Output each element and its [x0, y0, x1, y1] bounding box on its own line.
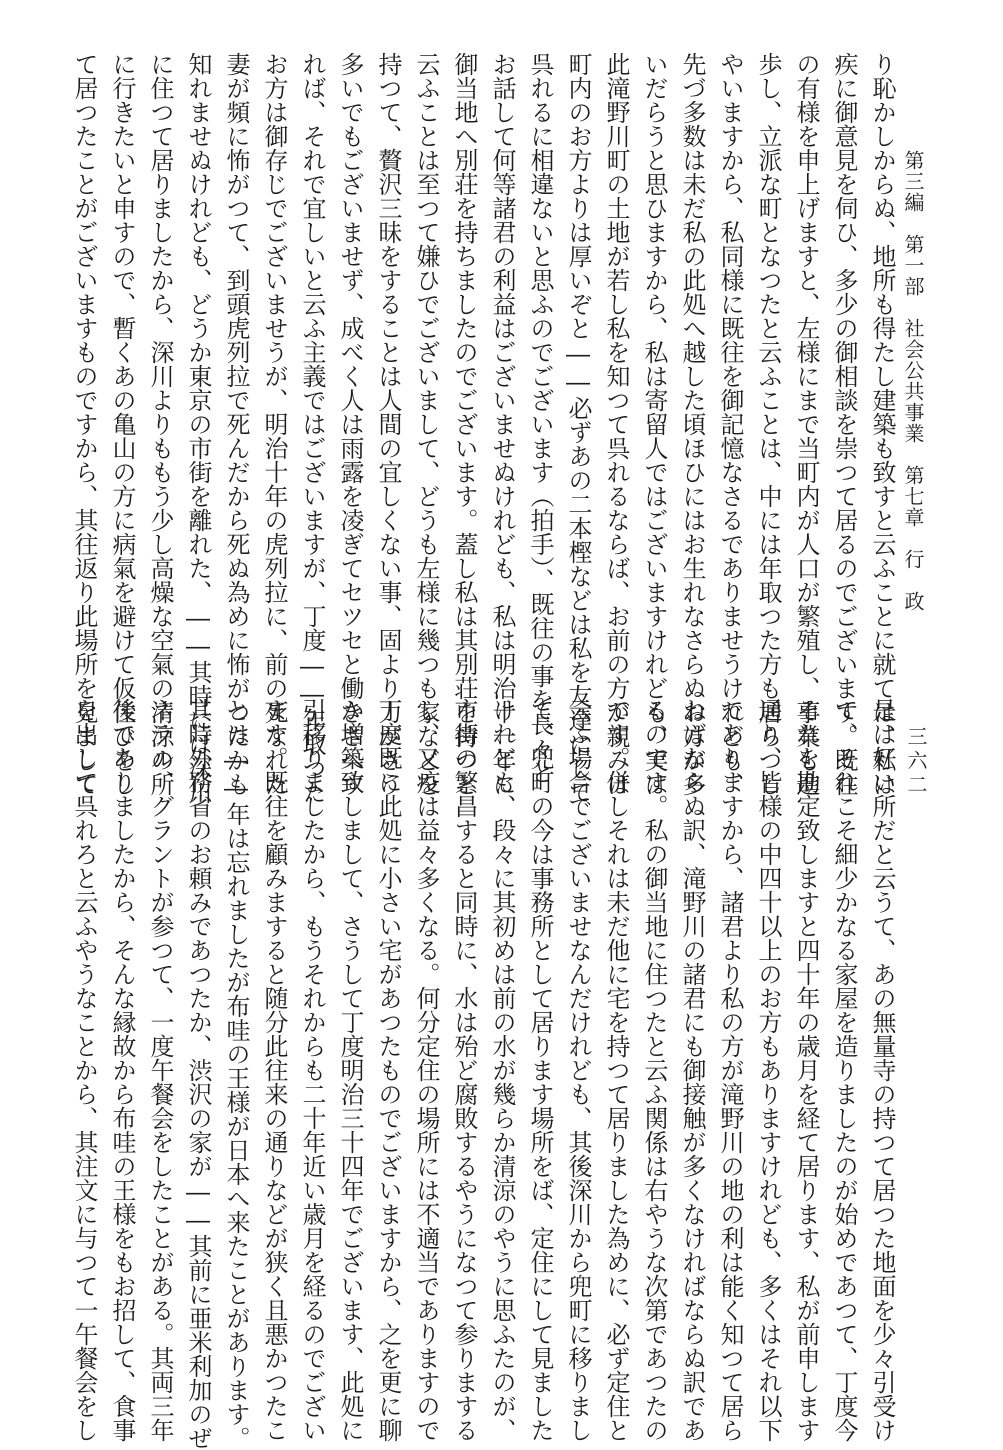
upper-column: れば、それで宜しいと云ふ主義ではございますが、丁度――年取つた	[298, 52, 326, 804]
lower-column: て、それこそ細少かなる家屋を造りましたのが始めであつて、丁度今	[830, 698, 858, 1442]
upper-text-block	[70, 52, 896, 804]
lower-column: それを勘定致しますと四十年の歳月を経て居ります、私が前申します	[792, 698, 820, 1442]
lower-text-block	[70, 698, 896, 1450]
upper-column: 知れませぬけれども、どうか東京の市街を離れた、――其時には深川	[184, 52, 212, 804]
upper-column: 歩し、立派な町となつたと云ふことは、中には年取つた方も居らつし	[754, 52, 782, 796]
upper-column: 妻が頻に怖がつて、到頭虎列拉で死んだから死ぬ為めに怖がつたかも	[222, 52, 250, 796]
upper-column: 御当地へ別荘を持ちましたのでございます。蓋し私は其別荘を持つと	[450, 52, 478, 796]
lower-column: ます。既往を顧みますると随分此往来の通りなどが狭く且悪かつたこ	[260, 698, 288, 1442]
upper-column: の有様を申上げますと、左様にまで当町内が人口が繁殖し、事業も進	[792, 52, 820, 796]
lower-column: るのです。私の御当地に住つたと云ふ関係は右やうな次第であつたの	[640, 698, 668, 1442]
upper-column: やいますから、私同様に既往を御記憶なさるでありませうけれども、	[716, 52, 744, 796]
upper-column: に住つて居りましたから、深川よりももう少し高燥な空氣の清涼の所	[146, 52, 174, 796]
upper-column: 多いでもございませず、成べく人は雨露を凌ぎてセツセと働きさへす	[336, 52, 364, 796]
upper-column: り恥かしからぬ、地所も得たし建築も致すと云ふことに就ては、私は	[868, 52, 896, 796]
upper-column: 町内のお方よりは厚いぞと――必ずあの二本樫などは私を友達にして	[564, 52, 592, 804]
upper-column: お話して何等諸君の利益はございませぬけれども、私は明治十一年に	[488, 52, 516, 796]
lower-column: 通り、皆様の中四十以上のお方もありますけれども、多くはそれ以下	[754, 698, 782, 1442]
lower-column: 後でありましたから、そんな縁故から布哇の王様をもお招して、食事	[108, 698, 136, 1442]
upper-column: 此滝野川町の土地が若し私を知つて呉れるならば、お前の方が親みは	[602, 52, 630, 796]
page-number: 三六二	[904, 726, 928, 798]
lower-column: し、又疫は益々多くなる。何分定住の場所には不適当でありますので	[412, 698, 440, 1442]
lower-column: を出して呉れろと云ふやうなことから、其注文に与つて一午餐会をし	[70, 698, 98, 1442]
lower-column: か増築致しまして、さうして丁度明治三十四年でございます、此処に	[336, 698, 364, 1442]
upper-column: て居つたことがございますものですから、其往返り此場所を見まして	[70, 52, 98, 796]
running-header: 第三編 第一部 社会公共事業 第七章 行 政	[901, 150, 925, 612]
lower-column: て、兜町の今は事務所として居ります場所をば、定住にして見ました	[526, 698, 554, 1442]
lower-column: です。併しそれは未だ他に宅を持つて居りました為めに、必ず定住と	[602, 698, 630, 1442]
lower-column: 其時外務省のお頼みであつたか、渋沢の家が――其前に亜米利加のぜ	[184, 698, 212, 1450]
upper-column: 先づ多数は未だ私の此処へ越した頃ほひにはお生れなさらぬお方が多	[678, 52, 706, 796]
upper-column: お方は御存じでございませうが、明治十年の虎列拉に、前の死なれた	[260, 52, 288, 796]
upper-column: 持つて、贅沢三昧をすることは人間の宜しくない事、固より力がさう	[374, 52, 402, 796]
lower-column: ねばならぬ訳、滝野川の諸君にも御接触が多くなければならぬ訳であ	[678, 698, 706, 1442]
lower-column: 市街の繁昌すると同時に、水は殆ど腐敗するやうになつて参りまする	[450, 698, 478, 1442]
lower-column: とは――年は忘れましたが布哇の王様が日本へ来たことがあります。	[222, 698, 250, 1450]
lower-column: 引移りましたから、もうそれからも二十年近い歳月を経るのでござい	[298, 698, 326, 1442]
lower-column: 丁度既に此処に小さい宅があつたものでございますから、之を更に聊	[374, 698, 402, 1442]
upper-column: 疾に御意見を伺ひ、多少の御相談を崇つて居るのでございます。既往	[830, 52, 858, 796]
lower-column: ネラル、グラントが参つて、一度午餐会をしたことがある。其両三年	[146, 698, 174, 1442]
upper-column: いだらうと思ひますから、私は寄留人ではございますけれども、実は	[640, 52, 668, 796]
lower-column: 是は好い所だと云うて、あの無量寺の持つて居つた地面を少々引受け	[868, 698, 896, 1442]
upper-column: 云ふことは至つて嫌ひでございまして、どうも左様に幾つも家などを	[412, 52, 440, 796]
upper-column: に行きたいと申すので、暫くあの亀山の方に病氣を避けて仮住ひをし	[108, 52, 136, 796]
upper-column: 呉れるに相違ないと思ふのでございます（拍手）、既往の事を長々と	[526, 52, 554, 784]
lower-column: でありますから、諸君より私の方が滝野川の地の利は能く知つて居ら	[716, 698, 744, 1442]
lower-column: 云ふ場合でございませなんだけれども、其後深川から兜町に移りまし	[564, 698, 592, 1442]
lower-column: けれども、段々に其初めは前の水が幾らか清涼のやうに思ふたのが、	[488, 698, 516, 1442]
